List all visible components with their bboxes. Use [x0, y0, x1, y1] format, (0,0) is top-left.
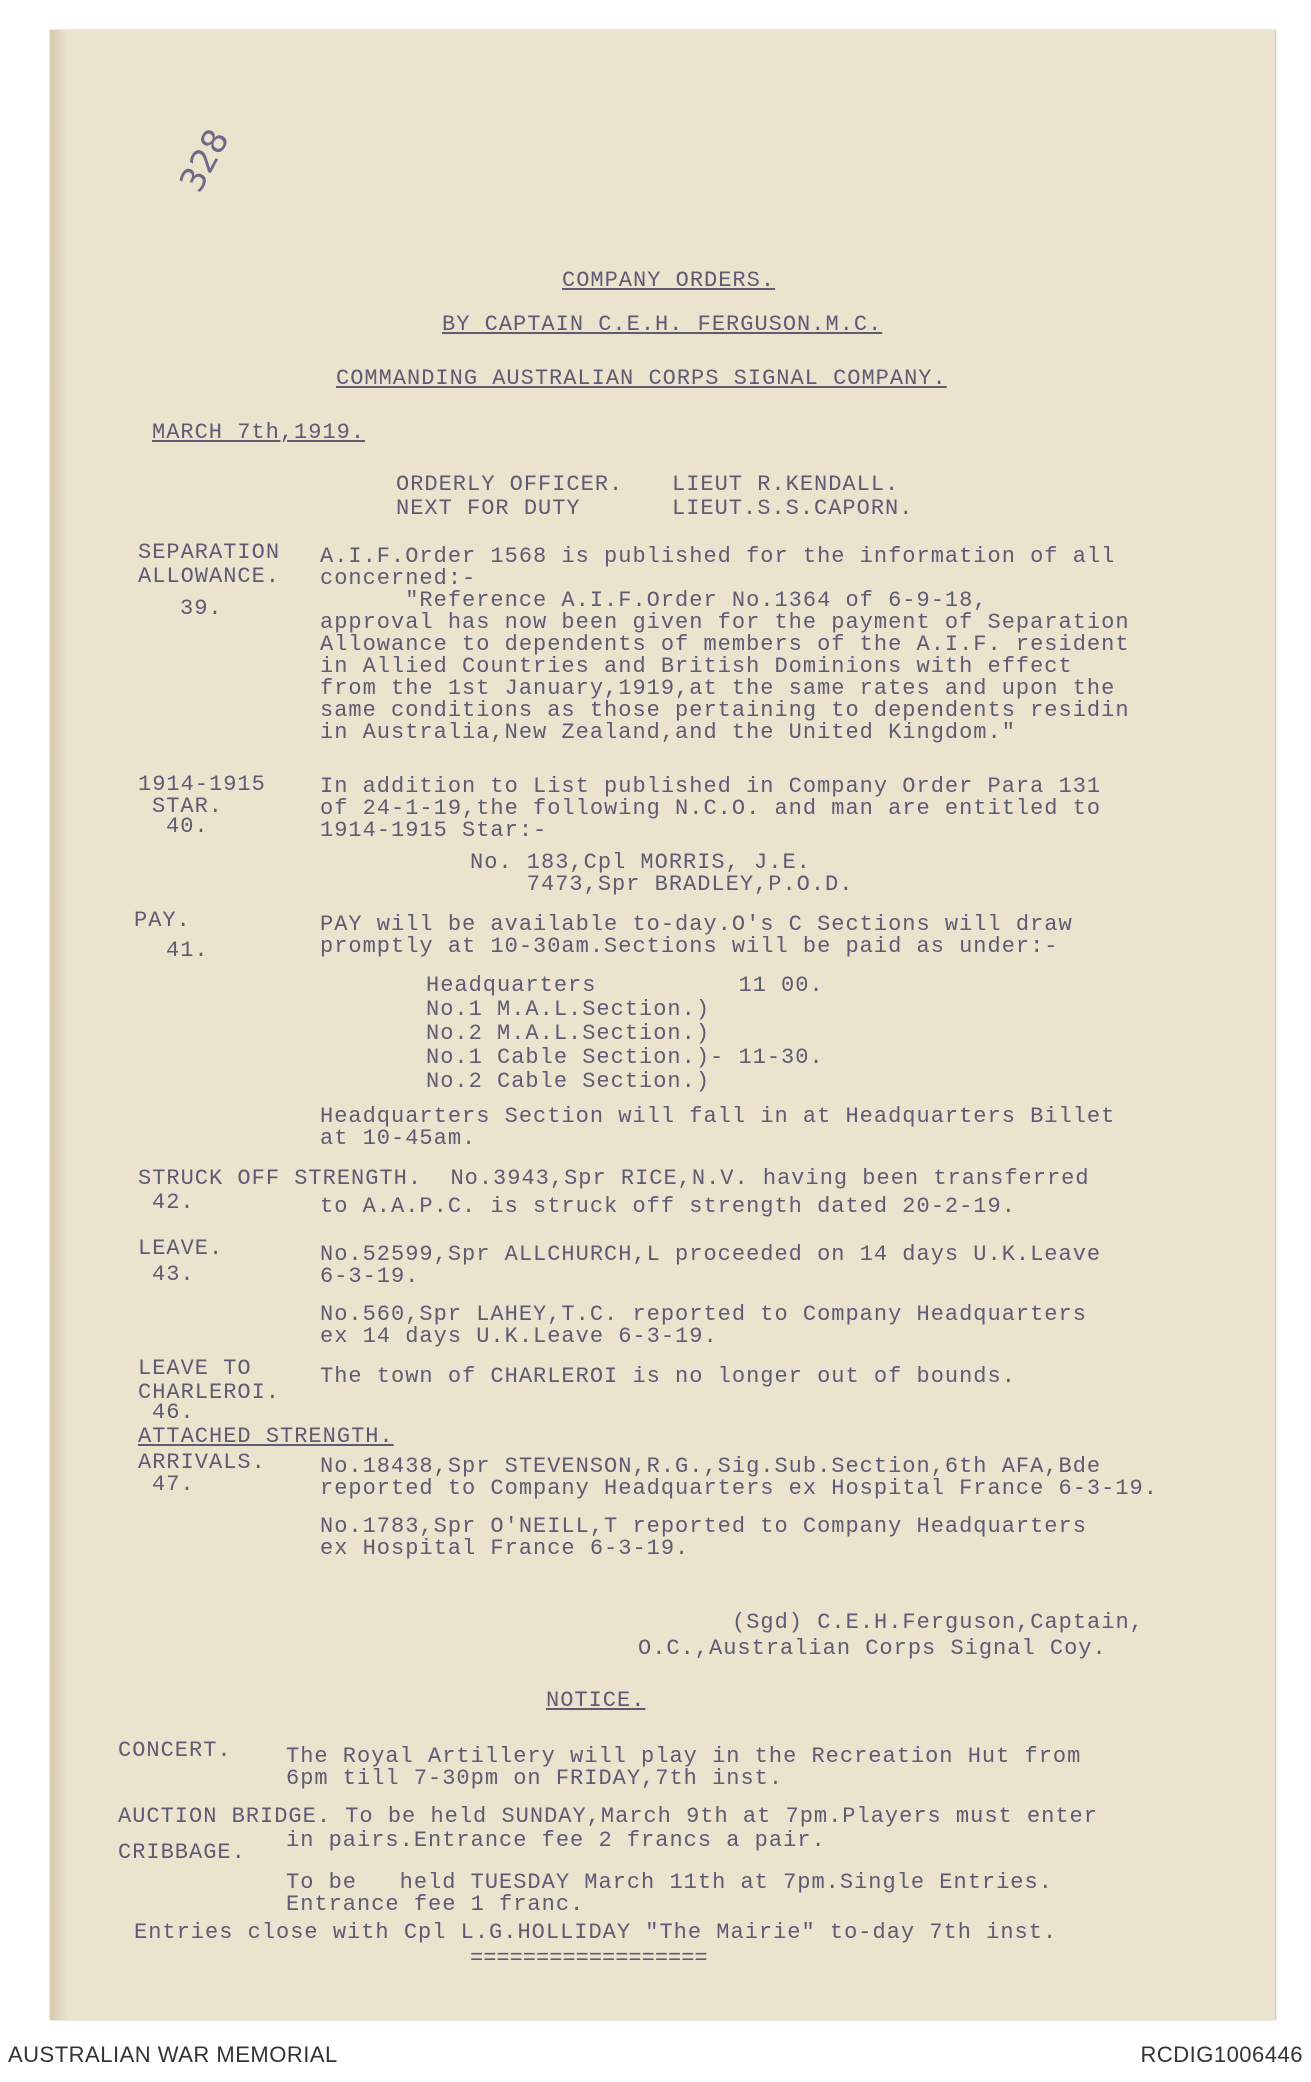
text-line: In addition to List published in Company Order Para 131 — [320, 774, 1102, 799]
footer-archive-name: AUSTRALIAN WAR MEMORIAL — [8, 2042, 338, 2067]
text-line: No.560,Spr LAHEY,T.C. reported to Company Headquarters — [320, 1302, 1087, 1327]
text-line: at 10-45am. — [320, 1126, 477, 1151]
schedule-line: No.1 Cable Section.)- 11-30. — [426, 1045, 824, 1070]
text-line: in Australia,New Zealand,and the United Kingdom." — [320, 720, 1016, 745]
leave-entry-1 — [320, 1244, 1101, 1288]
arrivals-entry-2 — [320, 1516, 1087, 1560]
text-line: same conditions as those pertaining to dependents residin — [320, 698, 1130, 723]
next-for-duty-name: LIEUT.S.S.CAPORN. — [672, 496, 914, 521]
charleroi-line: The town of CHARLEROI is no longer out of bounds. — [320, 1364, 1016, 1389]
struck-off-line-2: to A.A.P.C. is struck off strength dated 20-2-19. — [320, 1194, 1016, 1219]
entries-close-line: Entries close with Cpl L.G.HOLLIDAY "The Mairie" to-day 7th inst. — [134, 1920, 1058, 1945]
arrivals-para-number: 47. — [152, 1472, 195, 1497]
text-line: from the 1st January,1919,at the same rates and upon the — [320, 676, 1116, 701]
separation-heading-1: SEPARATION — [138, 540, 281, 565]
signature-line-2: O.C.,Australian Corps Signal Coy. — [638, 1636, 1107, 1661]
auction-bridge-line: AUCTION BRIDGE. To be held SUNDAY,March 9th at 7pm.Players must enter — [118, 1804, 1098, 1829]
handwritten-page-number: 328 — [172, 122, 238, 199]
text-line: Headquarters Section will fall in at Headquarters Billet — [320, 1104, 1116, 1129]
arrivals-heading: ARRIVALS. — [138, 1450, 266, 1475]
text-line: The Royal Artillery will play in the Recreation Hut from — [286, 1744, 1082, 1769]
closing-rule: ================== — [470, 1946, 708, 1971]
name-line: 7473,Spr BRADLEY,P.O.D. — [470, 872, 854, 897]
schedule-line: No.2 M.A.L.Section.) — [426, 1021, 711, 1046]
text-line: To be held TUESDAY March 11th at 7pm.Single Entries. — [286, 1870, 1053, 1895]
separation-heading-2: ALLOWANCE. — [138, 564, 281, 589]
attached-heading: ATTACHED STRENGTH. — [138, 1424, 394, 1449]
pay-text — [320, 914, 1073, 958]
text-line: PAY will be available to-day.O's C Sections will draw — [320, 912, 1073, 937]
star-names — [470, 852, 853, 896]
arrivals-entry-1 — [320, 1456, 1158, 1500]
text-line: 6-3-19. — [320, 1264, 420, 1289]
text-line: 6pm till 7-30pm on FRIDAY,7th inst. — [286, 1766, 784, 1791]
text-line: ex 14 days U.K.Leave 6-3-19. — [320, 1324, 718, 1349]
leave-para-number: 43. — [152, 1262, 195, 1287]
order-date: MARCH 7th,1919. — [152, 420, 366, 445]
concert-label: CONCERT. — [118, 1738, 232, 1763]
name-line: No. 183,Cpl MORRIS, J.E. — [470, 850, 811, 875]
schedule-line: No.2 Cable Section.) — [426, 1069, 711, 1094]
schedule-line: No.1 M.A.L.Section.) — [426, 997, 711, 1022]
schedule-line: Headquarters 11 00. — [426, 973, 824, 998]
struck-off-line: STRUCK OFF STRENGTH. No.3943,Spr RICE,N.V. having been transferred — [138, 1166, 1090, 1191]
orderly-officer-label: ORDERLY OFFICER. — [396, 472, 624, 497]
signature-line-1: (Sgd) C.E.H.Ferguson,Captain, — [732, 1610, 1144, 1635]
text-line: reported to Company Headquarters ex Hospital France 6-3-19. — [320, 1476, 1158, 1501]
text-line: in Allied Countries and British Dominions with effect — [320, 654, 1073, 679]
charleroi-heading-2: CHARLEROI. — [138, 1380, 281, 1405]
struck-para-number: 42. — [152, 1190, 195, 1215]
orderly-officer-name: LIEUT R.KENDALL. — [672, 472, 900, 497]
pay-heading: PAY. — [134, 908, 191, 933]
text-line: "Reference A.I.F.Order No.1364 of 6-9-18, — [320, 588, 988, 613]
notice-title: NOTICE. — [546, 1688, 646, 1713]
separation-text — [320, 546, 1130, 744]
text-line: No.18438,Spr STEVENSON,R.G.,Sig.Sub.Section,6th AFA,Bde — [320, 1454, 1102, 1479]
cribbage-label: CRIBBAGE. — [118, 1840, 246, 1865]
order-title: COMPANY ORDERS. — [562, 268, 776, 293]
charleroi-heading-1: LEAVE TO — [138, 1356, 252, 1381]
separation-para-number: 39. — [180, 596, 223, 621]
text-line: ex Hospital France 6-3-19. — [320, 1536, 690, 1561]
next-for-duty-label: NEXT FOR DUTY — [396, 496, 581, 521]
pay-closing — [320, 1106, 1115, 1150]
star-heading-1: 1914-1915 — [138, 772, 266, 797]
star-para-number: 40. — [166, 814, 209, 839]
text-line: Entrance fee 1 franc. — [286, 1892, 585, 1917]
text-line: 1914-1915 Star:- — [320, 818, 548, 843]
charleroi-para-number: 46. — [152, 1400, 195, 1425]
footer-record-id: RCDIG1006446 — [1140, 2042, 1303, 2067]
cribbage-text — [286, 1872, 1053, 1916]
leave-entry-2 — [320, 1304, 1087, 1348]
star-text — [320, 776, 1101, 842]
text-line: No.52599,Spr ALLCHURCH,L proceeded on 14 days U.K.Leave — [320, 1242, 1102, 1267]
star-heading-2: STAR. — [152, 794, 224, 819]
auction-bridge-line-2: in pairs.Entrance fee 2 francs a pair. — [286, 1828, 826, 1853]
concert-text — [286, 1746, 1081, 1790]
pay-schedule — [426, 974, 824, 1094]
text-line: Allowance to dependents of members of the A.I.F. resident — [320, 632, 1130, 657]
text-line: promptly at 10-30am.Sections will be paid as under:- — [320, 934, 1059, 959]
text-line: No.1783,Spr O'NEILL,T reported to Company Headquarters — [320, 1514, 1087, 1539]
by-line: BY CAPTAIN C.E.H. FERGUSON.M.C. — [442, 312, 883, 337]
text-line: A.I.F.Order 1568 is published for the information of all — [320, 544, 1116, 569]
text-line: concerned:- — [320, 566, 477, 591]
leave-heading: LEAVE. — [138, 1236, 224, 1261]
commanding-line: COMMANDING AUSTRALIAN CORPS SIGNAL COMPANY. — [336, 366, 947, 391]
pay-para-number: 41. — [166, 938, 209, 963]
text-line: of 24-1-19,the following N.C.O. and man are entitled to — [320, 796, 1102, 821]
text-line: approval has now been given for the payment of Separation — [320, 610, 1130, 635]
